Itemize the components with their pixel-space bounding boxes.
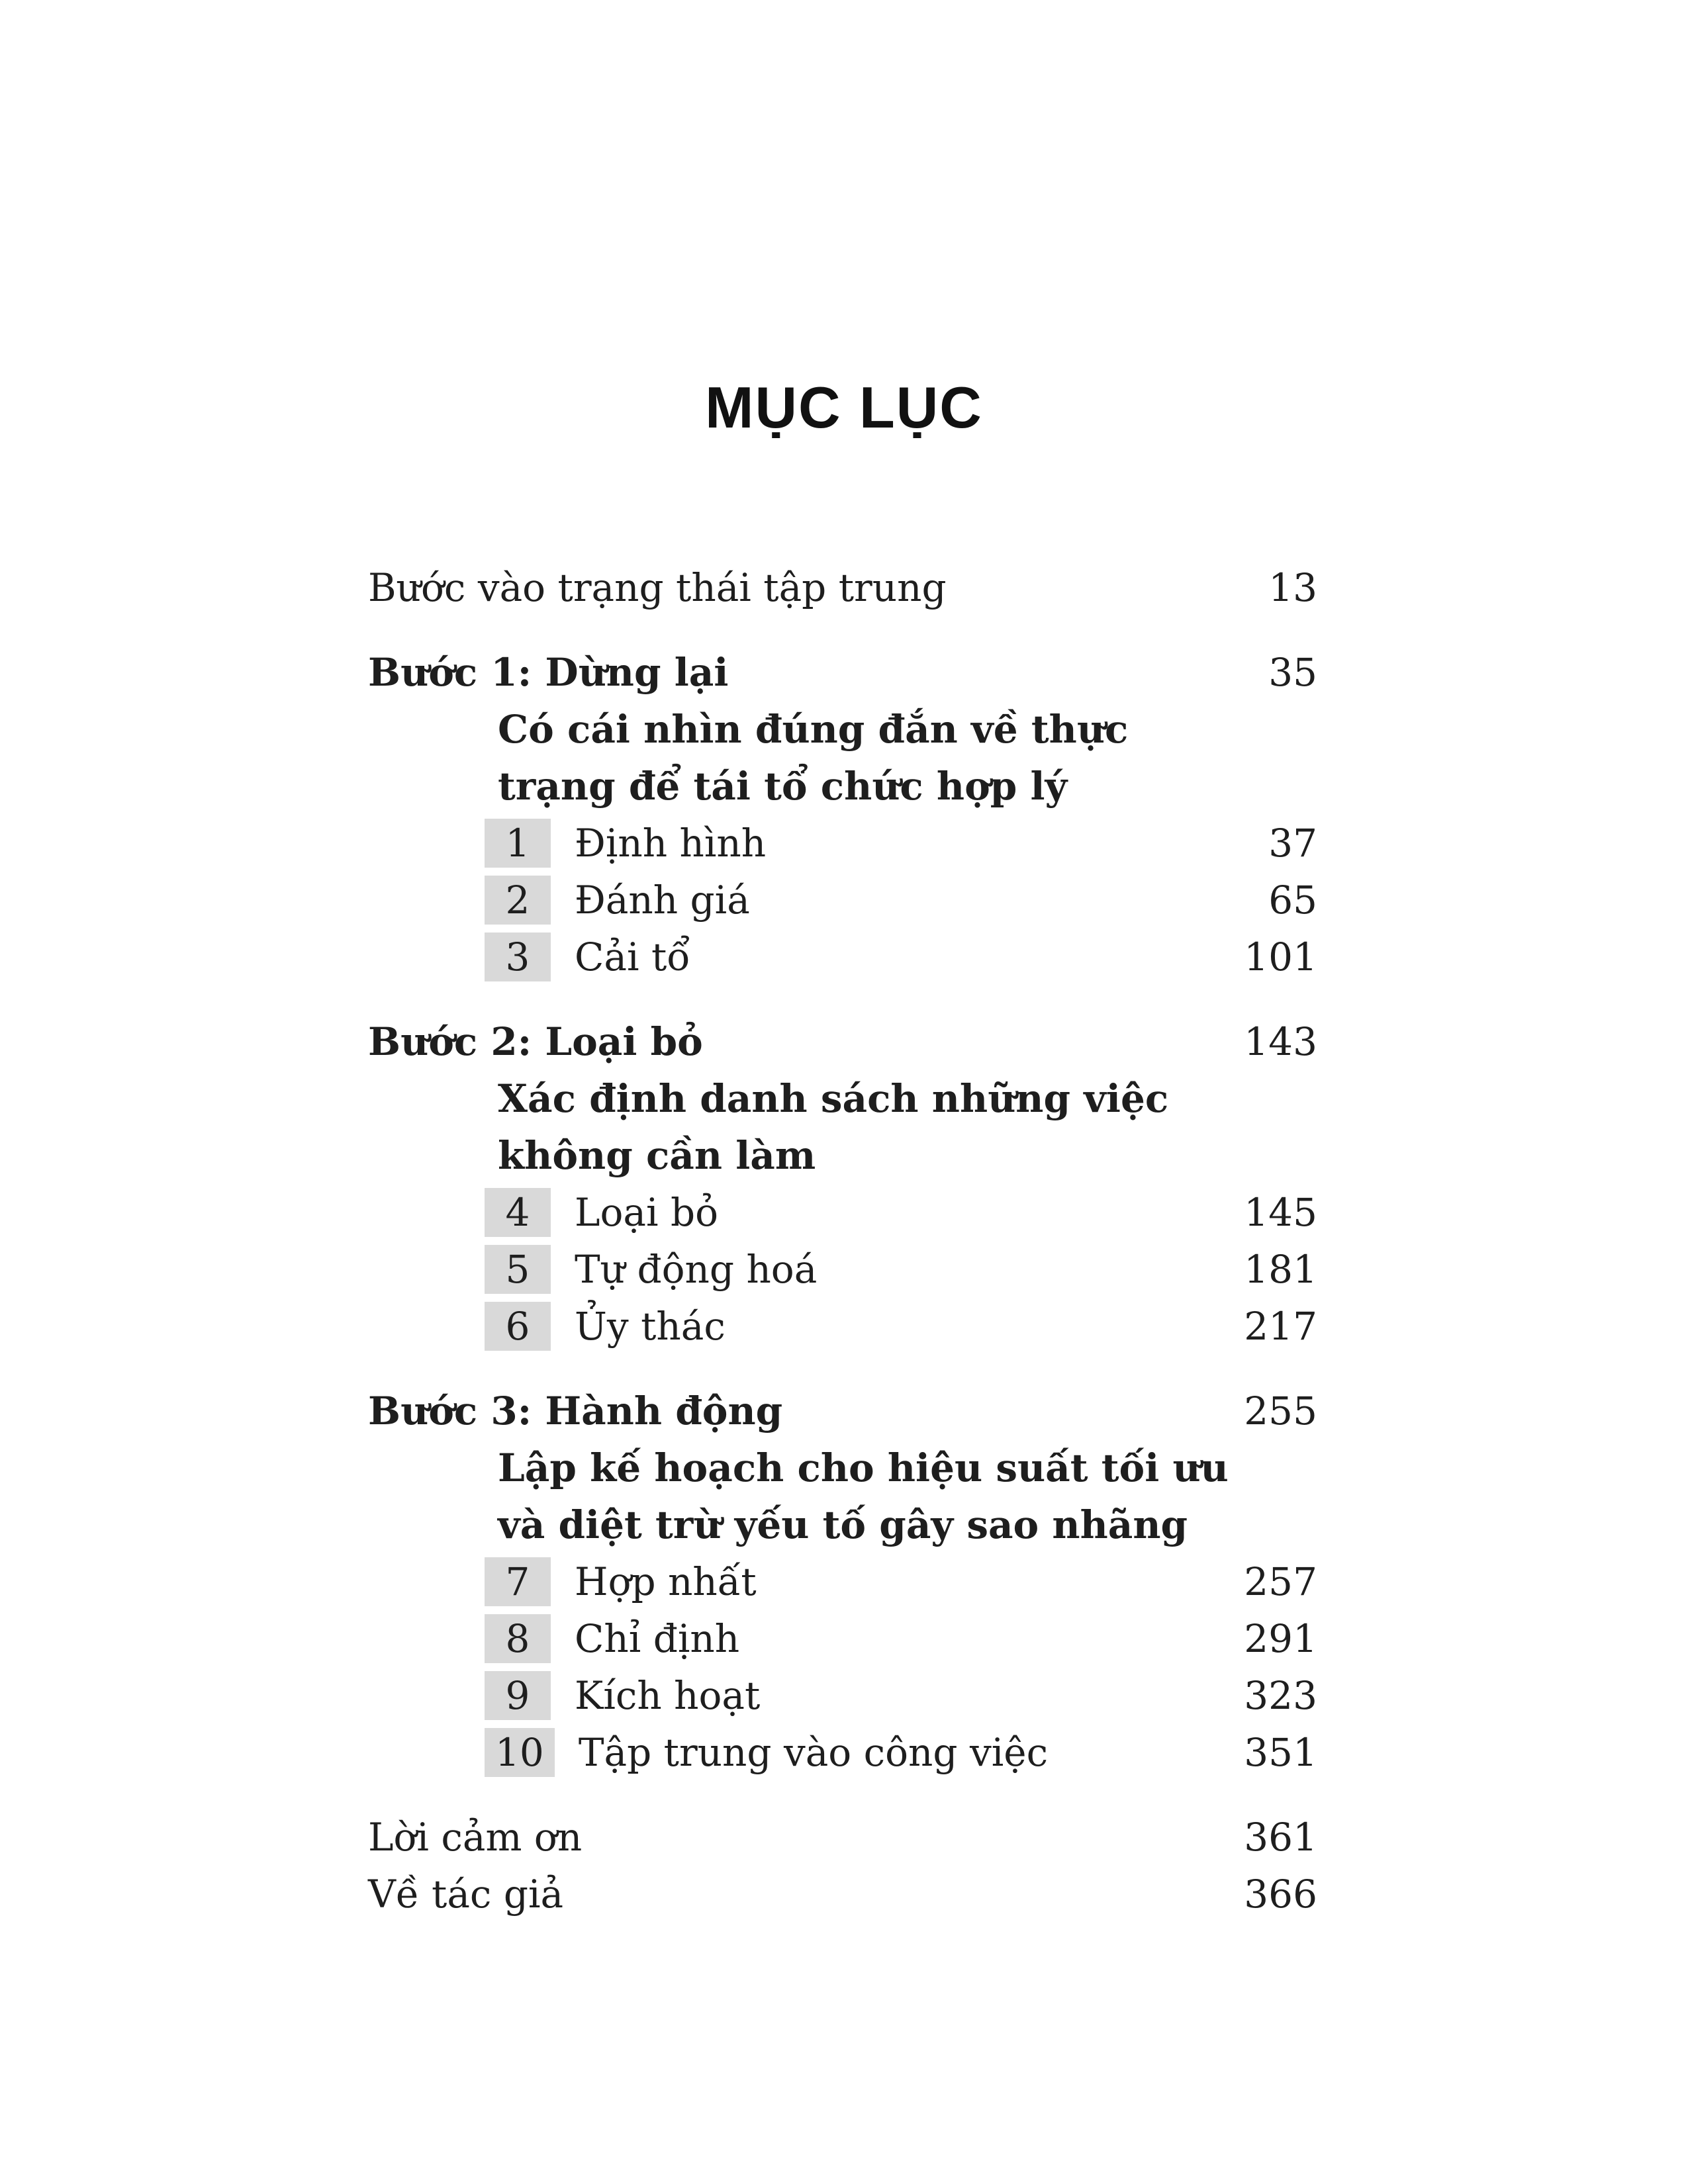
section-subtitle	[368, 1439, 1317, 1553]
section-header	[368, 644, 1317, 701]
section-label: Bước 1: Dừng lại	[368, 650, 729, 695]
section-page: 255	[1244, 1388, 1317, 1433]
chapter-label: Định hình	[575, 821, 767, 866]
chapter-label: Hợp nhất	[575, 1559, 757, 1604]
section-page: 35	[1268, 650, 1317, 695]
toc-entry-label: Bước vào trạng thái tập trung	[368, 565, 947, 610]
chapter-number-box: 1	[485, 819, 551, 868]
toc-section-1	[368, 644, 1317, 985]
chapter-page: 291	[1244, 1616, 1317, 1661]
section-subtitle	[368, 701, 1317, 815]
chapter-entry	[368, 1724, 1317, 1781]
chapter-page: 65	[1268, 878, 1317, 923]
toc-entry-page: 13	[1268, 565, 1317, 610]
chapter-label: Chỉ định	[575, 1616, 740, 1661]
section-subtitle-text: Có cái nhìn đúng đắn về thực trạng để tái tổ chức hợp lý	[498, 707, 1129, 809]
chapter-page: 101	[1244, 934, 1317, 979]
chapter-page: 37	[1268, 821, 1317, 866]
toc-entry-label: Về tác giả	[368, 1872, 564, 1917]
toc-entry-page: 366	[1244, 1872, 1317, 1917]
chapter-entry	[368, 1241, 1317, 1298]
chapter-number-box: 8	[485, 1614, 551, 1663]
chapter-entry	[368, 815, 1317, 872]
toc-entry-acknowledgments	[368, 1809, 1317, 1866]
chapter-number-box: 9	[485, 1671, 551, 1720]
chapter-entry	[368, 1184, 1317, 1241]
chapter-entry	[368, 872, 1317, 929]
chapter-label: Kích hoạt	[575, 1673, 761, 1718]
chapter-number-box: 10	[485, 1728, 555, 1777]
chapter-page: 181	[1244, 1247, 1317, 1292]
table-of-contents	[368, 559, 1317, 1923]
chapter-entry	[368, 1667, 1317, 1724]
section-header	[368, 1383, 1317, 1439]
chapter-label: Đánh giá	[575, 878, 750, 923]
chapter-number-box: 2	[485, 876, 551, 925]
chapter-entry	[368, 1610, 1317, 1667]
chapter-label: Loại bỏ	[575, 1190, 719, 1235]
toc-entry-about-author	[368, 1866, 1317, 1923]
chapter-number-box: 4	[485, 1188, 551, 1237]
chapter-entry	[368, 1298, 1317, 1355]
section-page: 143	[1244, 1019, 1317, 1064]
chapter-page: 145	[1244, 1190, 1317, 1235]
toc-section-3	[368, 1383, 1317, 1781]
chapter-number-box: 6	[485, 1302, 551, 1351]
chapter-label: Tự động hoá	[575, 1247, 818, 1292]
toc-section-2	[368, 1013, 1317, 1355]
page-title: MỤC LỤC	[705, 375, 983, 440]
chapter-number-box: 3	[485, 933, 551, 981]
toc-entry-label: Lời cảm ơn	[368, 1815, 583, 1860]
toc-outro	[368, 1809, 1317, 1923]
toc-entry-page: 361	[1244, 1815, 1317, 1860]
chapter-entry	[368, 929, 1317, 985]
chapter-label: Cải tổ	[575, 934, 690, 979]
chapter-label: Tập trung vào công việc	[578, 1730, 1049, 1775]
chapter-entry	[368, 1553, 1317, 1610]
chapter-page: 217	[1244, 1304, 1317, 1349]
chapter-number-box: 7	[485, 1557, 551, 1606]
section-header	[368, 1013, 1317, 1070]
chapter-page: 323	[1244, 1673, 1317, 1718]
section-label: Bước 2: Loại bỏ	[368, 1019, 703, 1064]
toc-entry-intro	[368, 559, 1317, 616]
section-subtitle-text: Lập kế hoạch cho hiệu suất tối ưu và diệt trừ yếu tố gây sao nhãng	[498, 1445, 1229, 1547]
section-subtitle-text: Xác định danh sách những việc không cần làm	[498, 1076, 1169, 1178]
chapter-number-box: 5	[485, 1245, 551, 1294]
section-label: Bước 3: Hành động	[368, 1388, 783, 1433]
section-subtitle	[368, 1070, 1317, 1184]
chapter-page: 257	[1244, 1559, 1317, 1604]
chapter-label: Ủy thác	[575, 1304, 726, 1349]
chapter-page: 351	[1244, 1730, 1317, 1775]
